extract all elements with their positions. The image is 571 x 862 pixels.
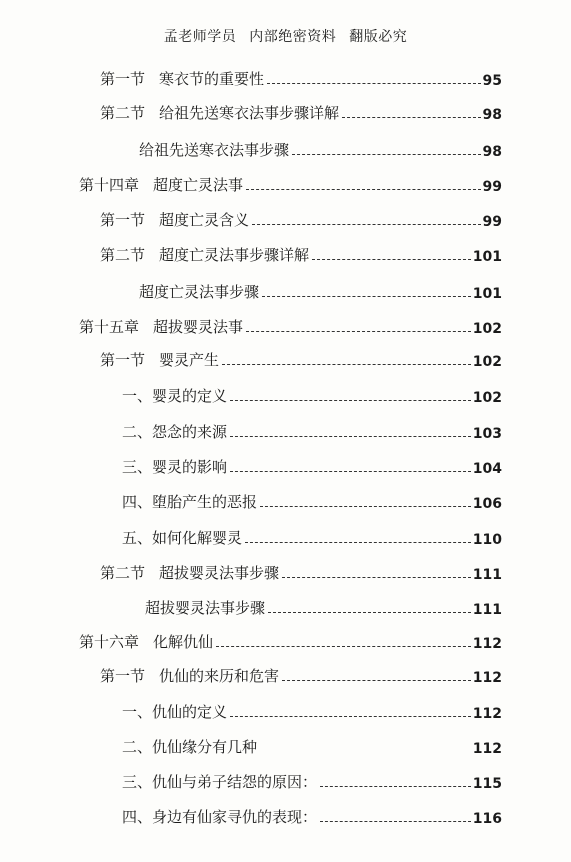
toc-entry-title: 超度亡灵法事步骤详解 [159,246,310,264]
toc-entry-title: 仇仙的定义 [152,703,228,721]
toc-entry-section: 三、 [122,458,153,476]
toc-entry-title: 给祖先送寒衣法事步骤 [139,141,290,159]
toc-entry-section: 第一节 [100,70,146,88]
toc-entry[interactable] [100,241,502,265]
toc-leader-dots [216,646,471,647]
toc-entry-section: 二、 [122,423,153,441]
toc-entry-page: 101 [472,286,502,302]
toc-leader-dots [230,471,471,472]
toc-leader-dots [312,259,471,260]
toc-entry-title: 身边有仙家寻仇的表现： [152,808,318,826]
toc-entry-page: 110 [472,532,502,548]
toc-entry[interactable] [100,206,502,230]
toc-entry-page: 99 [482,214,502,230]
toc-leader-dots [320,821,471,822]
header-confidential: 内部绝密资料 [249,29,337,45]
toc-entry-section: 第十五章 [79,318,140,336]
toc-entry[interactable] [122,418,502,442]
toc-entry-section: 一、 [122,703,153,721]
toc-entry-section: 二、 [122,738,153,756]
toc-leader-dots [230,716,471,717]
header-student: 孟老师学员 [163,29,237,45]
toc-entry-title: 化解仇仙 [153,633,214,651]
toc-entry-title: 婴灵的影响 [152,458,228,476]
toc-leader-dots [282,577,471,578]
toc-entry[interactable] [100,346,502,370]
toc-entry-page: 111 [472,602,502,618]
toc-leader-dots [342,117,480,118]
toc-entry-page: 112 [472,741,502,757]
toc-entry[interactable] [122,488,502,512]
toc-leader-dots [260,751,471,752]
toc-entry[interactable] [122,733,502,757]
toc-entry-section: 五、 [122,529,153,547]
toc-entry-section: 第二节 [100,246,146,264]
toc-leader-dots [268,612,471,613]
toc-leader-dots [320,786,471,787]
toc-entry-section: 第一节 [100,211,146,229]
toc-leader-dots [230,400,471,401]
toc-entry-page: 104 [472,461,502,477]
toc-entry[interactable] [100,559,502,583]
toc-entry-title: 堕胎产生的恶报 [152,493,258,511]
toc-entry-title: 超度亡灵法事步骤 [139,283,260,301]
toc-leader-dots [267,83,480,84]
toc-entry[interactable] [122,803,502,827]
toc-entry-page: 112 [472,706,502,722]
toc-entry-page: 112 [472,636,502,652]
toc-leader-dots [262,296,471,297]
toc-entry-title: 如何化解婴灵 [152,529,243,547]
toc-entry[interactable] [122,524,502,548]
toc-entry-section: 四、 [122,493,153,511]
toc-entry-section: 第一节 [100,351,146,369]
toc-entry-title: 超拔婴灵法事步骤 [159,564,280,582]
toc-entry-title: 给祖先送寒衣法事步骤详解 [159,104,340,122]
toc-entry-page: 111 [472,567,502,583]
toc-entry[interactable] [139,136,502,160]
toc-entry-title: 婴灵产生 [159,351,220,369]
toc-entry-page: 95 [482,73,502,89]
toc-leader-dots [252,224,480,225]
toc-entry-page: 102 [472,354,502,370]
toc-entry-page: 101 [472,249,502,265]
toc-entry-page: 102 [472,321,502,337]
toc-entry-page: 99 [482,179,502,195]
toc-leader-dots [292,154,481,155]
toc-entry-page: 98 [482,144,502,160]
toc-entry-page: 115 [472,776,502,792]
toc-entry-title: 超拔婴灵法事步骤 [145,599,266,617]
toc-leader-dots [246,189,480,190]
toc-entry[interactable] [79,171,502,195]
toc-leader-dots [222,364,471,365]
toc-entry-page: 102 [472,390,502,406]
toc-entry[interactable] [100,662,502,686]
toc-entry[interactable] [79,628,502,652]
toc-entry[interactable] [139,278,502,302]
toc-entry-section: 第十六章 [79,633,140,651]
toc-entry-title: 超拔婴灵法事 [153,318,244,336]
toc-entry[interactable] [145,594,502,618]
toc-entry-page: 116 [472,811,502,827]
toc-entry-title: 仇仙的来历和危害 [159,667,280,685]
toc-entry-section: 一、 [122,387,153,405]
toc-leader-dots [282,680,471,681]
page-header [0,26,571,46]
toc-entry[interactable] [122,453,502,477]
toc-entry-section: 四、 [122,808,153,826]
toc-entry[interactable] [100,99,502,123]
toc-entry-title: 婴灵的定义 [152,387,228,405]
toc-leader-dots [246,331,471,332]
toc-entry[interactable] [100,65,502,89]
toc-entry-page: 103 [472,426,502,442]
toc-entry[interactable] [122,382,502,406]
toc-entry-section: 第一节 [100,667,146,685]
toc-entry-title: 超度亡灵法事 [153,176,244,194]
toc-leader-dots [230,436,471,437]
toc-entry-section: 第二节 [100,564,146,582]
toc-entry-title: 超度亡灵含义 [159,211,250,229]
toc-entry-section: 第二节 [100,104,146,122]
toc-entry-section: 三、 [122,773,153,791]
toc-entry[interactable] [122,698,502,722]
header-copyright: 翻版必究 [349,29,408,45]
toc-leader-dots [245,542,471,543]
toc-entry-page: 98 [482,107,502,123]
toc-leader-dots [260,506,471,507]
toc-entry-page: 106 [472,496,502,512]
toc-entry-page: 112 [472,670,502,686]
toc-entry-section: 第十四章 [79,176,140,194]
toc-entry-title: 怨念的来源 [152,423,228,441]
toc-entry[interactable] [122,768,502,792]
toc-entry-title: 寒衣节的重要性 [159,70,265,88]
toc-entry-title: 仇仙与弟子结怨的原因： [152,773,318,791]
toc-entry-title: 仇仙缘分有几种 [152,738,258,756]
toc-entry[interactable] [79,313,502,337]
